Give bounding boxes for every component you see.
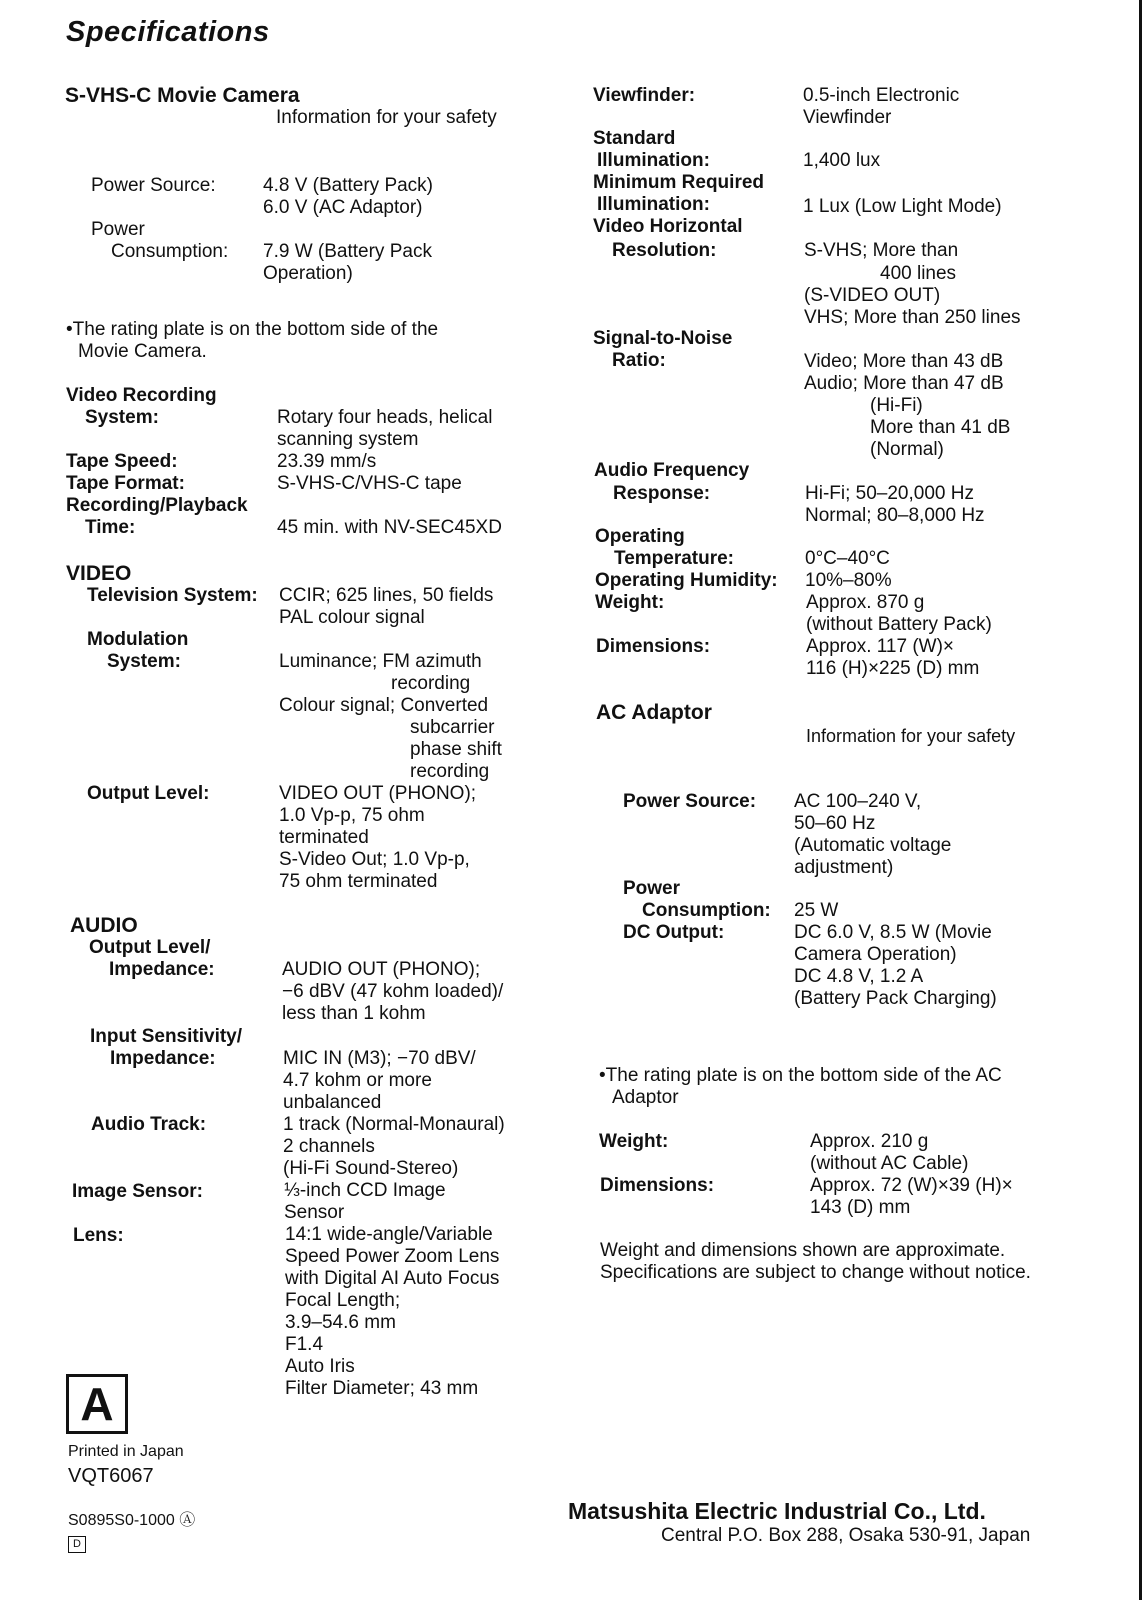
dc-output-label: DC Output: (623, 922, 725, 943)
camera-rating-note: •The rating plate is on the bottom side of the (66, 319, 439, 340)
camera-weight-value: Approx. 870 g (806, 592, 925, 613)
camera-dimensions-value-2: 116 (H)×225 (D) mm (806, 658, 980, 679)
video-output-level-value-4: S-Video Out; 1.0 Vp-p, (279, 849, 470, 870)
operating-humidity-label: Operating Humidity: (595, 570, 778, 591)
serial-number: S0895S0-1000 Ⓐ (68, 1512, 196, 1529)
company-address: Central P.O. Box 288, Osaka 530-91, Japan (661, 1525, 1031, 1546)
d-mark-box: D (68, 1536, 86, 1553)
viewfinder-value: 0.5-inch Electronic (803, 85, 960, 106)
audio-output-label-2: Impedance: (109, 959, 215, 980)
operating-temperature-value: 0°C–40°C (805, 548, 890, 569)
input-sensitivity-value-2: 4.7 kohm or more (283, 1070, 432, 1091)
video-recording-value-2: scanning system (277, 429, 419, 450)
recording-time-label-2: Time: (85, 517, 136, 538)
snr-value: Video; More than 43 dB (804, 351, 1004, 372)
lens-value-5: 3.9–54.6 mm (285, 1312, 396, 1333)
adaptor-dimensions-value: Approx. 72 (W)×39 (H)× (810, 1175, 1013, 1196)
horizontal-resolution-label-2: Resolution: (612, 240, 717, 261)
video-output-level-value-3: terminated (279, 827, 369, 848)
adaptor-power-source-value-2: 50–60 Hz (794, 813, 876, 834)
audio-output-label: Output Level/ (89, 937, 211, 958)
footnote-approximate: Weight and dimensions shown are approximate. (600, 1240, 1006, 1261)
audio-track-value-3: (Hi-Fi Sound-Stereo) (283, 1158, 459, 1179)
min-illumination-label: Minimum Required (593, 172, 765, 193)
television-system-label: Television System: (87, 585, 258, 606)
input-sensitivity-value-3: unbalanced (283, 1092, 382, 1113)
snr-label-2: Ratio: (612, 350, 666, 371)
recording-time-label: Recording/Playback (66, 495, 248, 516)
television-system-value-2: PAL colour signal (279, 607, 425, 628)
operating-temperature-label-2: Temperature: (614, 548, 735, 569)
region-code-box: A (66, 1374, 128, 1434)
audio-frequency-value: Hi-Fi; 50–20,000 Hz (805, 483, 974, 504)
camera-dimensions-label: Dimensions: (596, 636, 711, 657)
lens-value-3: with Digital AI Auto Focus (285, 1268, 500, 1289)
operating-humidity-value: 10%–80% (805, 570, 892, 591)
lens-label: Lens: (73, 1225, 124, 1246)
audio-output-value-3: less than 1 kohm (282, 1003, 426, 1024)
television-system-value: CCIR; 625 lines, 50 fields (279, 585, 494, 606)
input-sensitivity-label: Input Sensitivity/ (90, 1026, 243, 1047)
snr-label: Signal-to-Noise (593, 328, 733, 349)
video-output-level-value-5: 75 ohm terminated (279, 871, 438, 892)
min-illumination-value: 1 Lux (Low Light Mode) (803, 196, 1002, 217)
video-output-level-value: VIDEO OUT (PHONO); (279, 783, 477, 804)
modulation-value-4: subcarrier (410, 717, 495, 738)
adaptor-safety-note: Information for your safety (806, 726, 1016, 746)
modulation-value: Luminance; FM azimuth (279, 651, 482, 672)
adaptor-power-source-value-4: adjustment) (794, 857, 894, 878)
tape-format-value: S-VHS-C/VHS-C tape (277, 473, 462, 494)
recording-time-value: 45 min. with NV-SEC45XD (277, 517, 502, 538)
modulation-label-2: System: (107, 651, 181, 672)
modulation-value-3: Colour signal; Converted (279, 695, 489, 716)
printed-in-japan: Printed in Japan (68, 1443, 184, 1460)
viewfinder-value-2: Viewfinder (803, 107, 892, 128)
modulation-label: Modulation (87, 629, 189, 650)
input-sensitivity-value: MIC IN (M3); −70 dBV/ (283, 1048, 476, 1069)
snr-value-5: (Normal) (870, 439, 944, 460)
tape-speed-label: Tape Speed: (66, 451, 178, 472)
lens-value-4: Focal Length; (285, 1290, 401, 1311)
footnote-change-notice: Specifications are subject to change without notice. (600, 1262, 1031, 1283)
horizontal-resolution-value-4: VHS; More than 250 lines (804, 307, 1021, 328)
adaptor-power-consumption-label: Power (623, 878, 681, 899)
video-output-level-label: Output Level: (87, 783, 210, 804)
adaptor-rating-note: •The rating plate is on the bottom side of the AC (599, 1065, 1002, 1086)
ac-adaptor-heading: AC Adaptor (596, 701, 712, 724)
audio-heading: AUDIO (70, 914, 138, 937)
snr-value-3: (Hi-Fi) (870, 395, 923, 416)
camera-weight-label: Weight: (595, 592, 665, 613)
camera-power-source-label: Power Source: (91, 175, 216, 196)
lens-value-7: Auto Iris (285, 1356, 355, 1377)
operating-temperature-label: Operating (595, 526, 685, 547)
dc-output-value-3: DC 4.8 V, 1.2 A (794, 966, 924, 987)
horizontal-resolution-value-2: 400 lines (880, 263, 957, 284)
page-edge-rule (1139, 0, 1142, 1600)
horizontal-resolution-value-3: (S-VIDEO OUT) (804, 285, 941, 306)
adaptor-power-consumption-label-2: Consumption: (642, 900, 771, 921)
video-heading: VIDEO (66, 562, 132, 585)
snr-value-2: Audio; More than 47 dB (804, 373, 1004, 394)
modulation-value-2: recording (391, 673, 471, 694)
image-sensor-value: ⅓-inch CCD Image (284, 1180, 446, 1201)
image-sensor-label: Image Sensor: (72, 1181, 203, 1202)
camera-power-consumption-label-2: Consumption: (111, 241, 229, 262)
modulation-value-6: recording (410, 761, 490, 782)
standard-illumination-label: Standard (593, 128, 676, 149)
camera-power-consumption-value: 7.9 W (Battery Pack (263, 241, 432, 262)
page-title: Specifications (66, 16, 270, 48)
audio-output-value: AUDIO OUT (PHONO); (282, 959, 481, 980)
camera-safety-note: Information for your safety (276, 107, 497, 128)
camera-power-consumption-label: Power (91, 219, 145, 240)
tape-format-label: Tape Format: (66, 473, 185, 494)
adaptor-rating-note-2: Adaptor (612, 1087, 679, 1108)
standard-illumination-label-2: Illumination: (597, 150, 710, 171)
document-code: VQT6067 (68, 1465, 154, 1487)
dc-output-value-2: Camera Operation) (794, 944, 957, 965)
camera-heading: S-VHS-C Movie Camera (65, 84, 300, 107)
audio-frequency-value-2: Normal; 80–8,000 Hz (805, 505, 985, 526)
horizontal-resolution-label: Video Horizontal (593, 216, 743, 237)
lens-value-2: Speed Power Zoom Lens (285, 1246, 500, 1267)
horizontal-resolution-value: S-VHS; More than (804, 240, 959, 261)
adaptor-power-source-value: AC 100–240 V, (794, 791, 922, 812)
snr-value-4: More than 41 dB (870, 417, 1011, 438)
adaptor-weight-label: Weight: (599, 1131, 669, 1152)
adaptor-power-source-value-3: (Automatic voltage (794, 835, 952, 856)
audio-frequency-label-2: Response: (613, 483, 711, 504)
video-recording-label-2: System: (85, 407, 159, 428)
video-recording-label: Video Recording (66, 385, 217, 406)
adaptor-power-source-label: Power Source: (623, 791, 757, 812)
standard-illumination-value: 1,400 lux (803, 150, 881, 171)
video-output-level-value-2: 1.0 Vp-p, 75 ohm (279, 805, 425, 826)
audio-frequency-label: Audio Frequency (594, 460, 750, 481)
adaptor-dimensions-label: Dimensions: (600, 1175, 715, 1196)
lens-value-8: Filter Diameter; 43 mm (285, 1378, 479, 1399)
company-name: Matsushita Electric Industrial Co., Ltd. (568, 1498, 986, 1524)
camera-rating-note-2: Movie Camera. (78, 341, 207, 362)
input-sensitivity-label-2: Impedance: (110, 1048, 216, 1069)
adaptor-weight-value-2: (without AC Cable) (810, 1153, 969, 1174)
video-recording-value: Rotary four heads, helical (277, 407, 493, 428)
camera-power-source-value-2: 6.0 V (AC Adaptor) (263, 197, 423, 218)
modulation-value-5: phase shift (410, 739, 502, 760)
adaptor-dimensions-value-2: 143 (D) mm (810, 1197, 911, 1218)
adaptor-power-consumption-value: 25 W (794, 900, 839, 921)
audio-track-value: 1 track (Normal-Monaural) (283, 1114, 505, 1135)
camera-power-source-value: 4.8 V (Battery Pack) (263, 175, 434, 196)
dc-output-value: DC 6.0 V, 8.5 W (Movie (794, 922, 992, 943)
audio-track-label: Audio Track: (91, 1114, 207, 1135)
audio-track-value-2: 2 channels (283, 1136, 375, 1157)
camera-weight-value-2: (without Battery Pack) (806, 614, 992, 635)
audio-output-value-2: −6 dBV (47 kohm loaded)/ (282, 981, 504, 1002)
lens-value: 14:1 wide-angle/Variable (285, 1224, 493, 1245)
camera-dimensions-value: Approx. 117 (W)× (806, 636, 955, 657)
viewfinder-label: Viewfinder: (593, 85, 696, 106)
lens-value-6: F1.4 (285, 1334, 324, 1355)
min-illumination-label-2: Illumination: (597, 194, 710, 215)
tape-speed-value: 23.39 mm/s (277, 451, 377, 472)
dc-output-value-4: (Battery Pack Charging) (794, 988, 997, 1009)
adaptor-weight-value: Approx. 210 g (810, 1131, 929, 1152)
image-sensor-value-2: Sensor (284, 1202, 345, 1223)
camera-power-consumption-value-2: Operation) (263, 263, 353, 284)
